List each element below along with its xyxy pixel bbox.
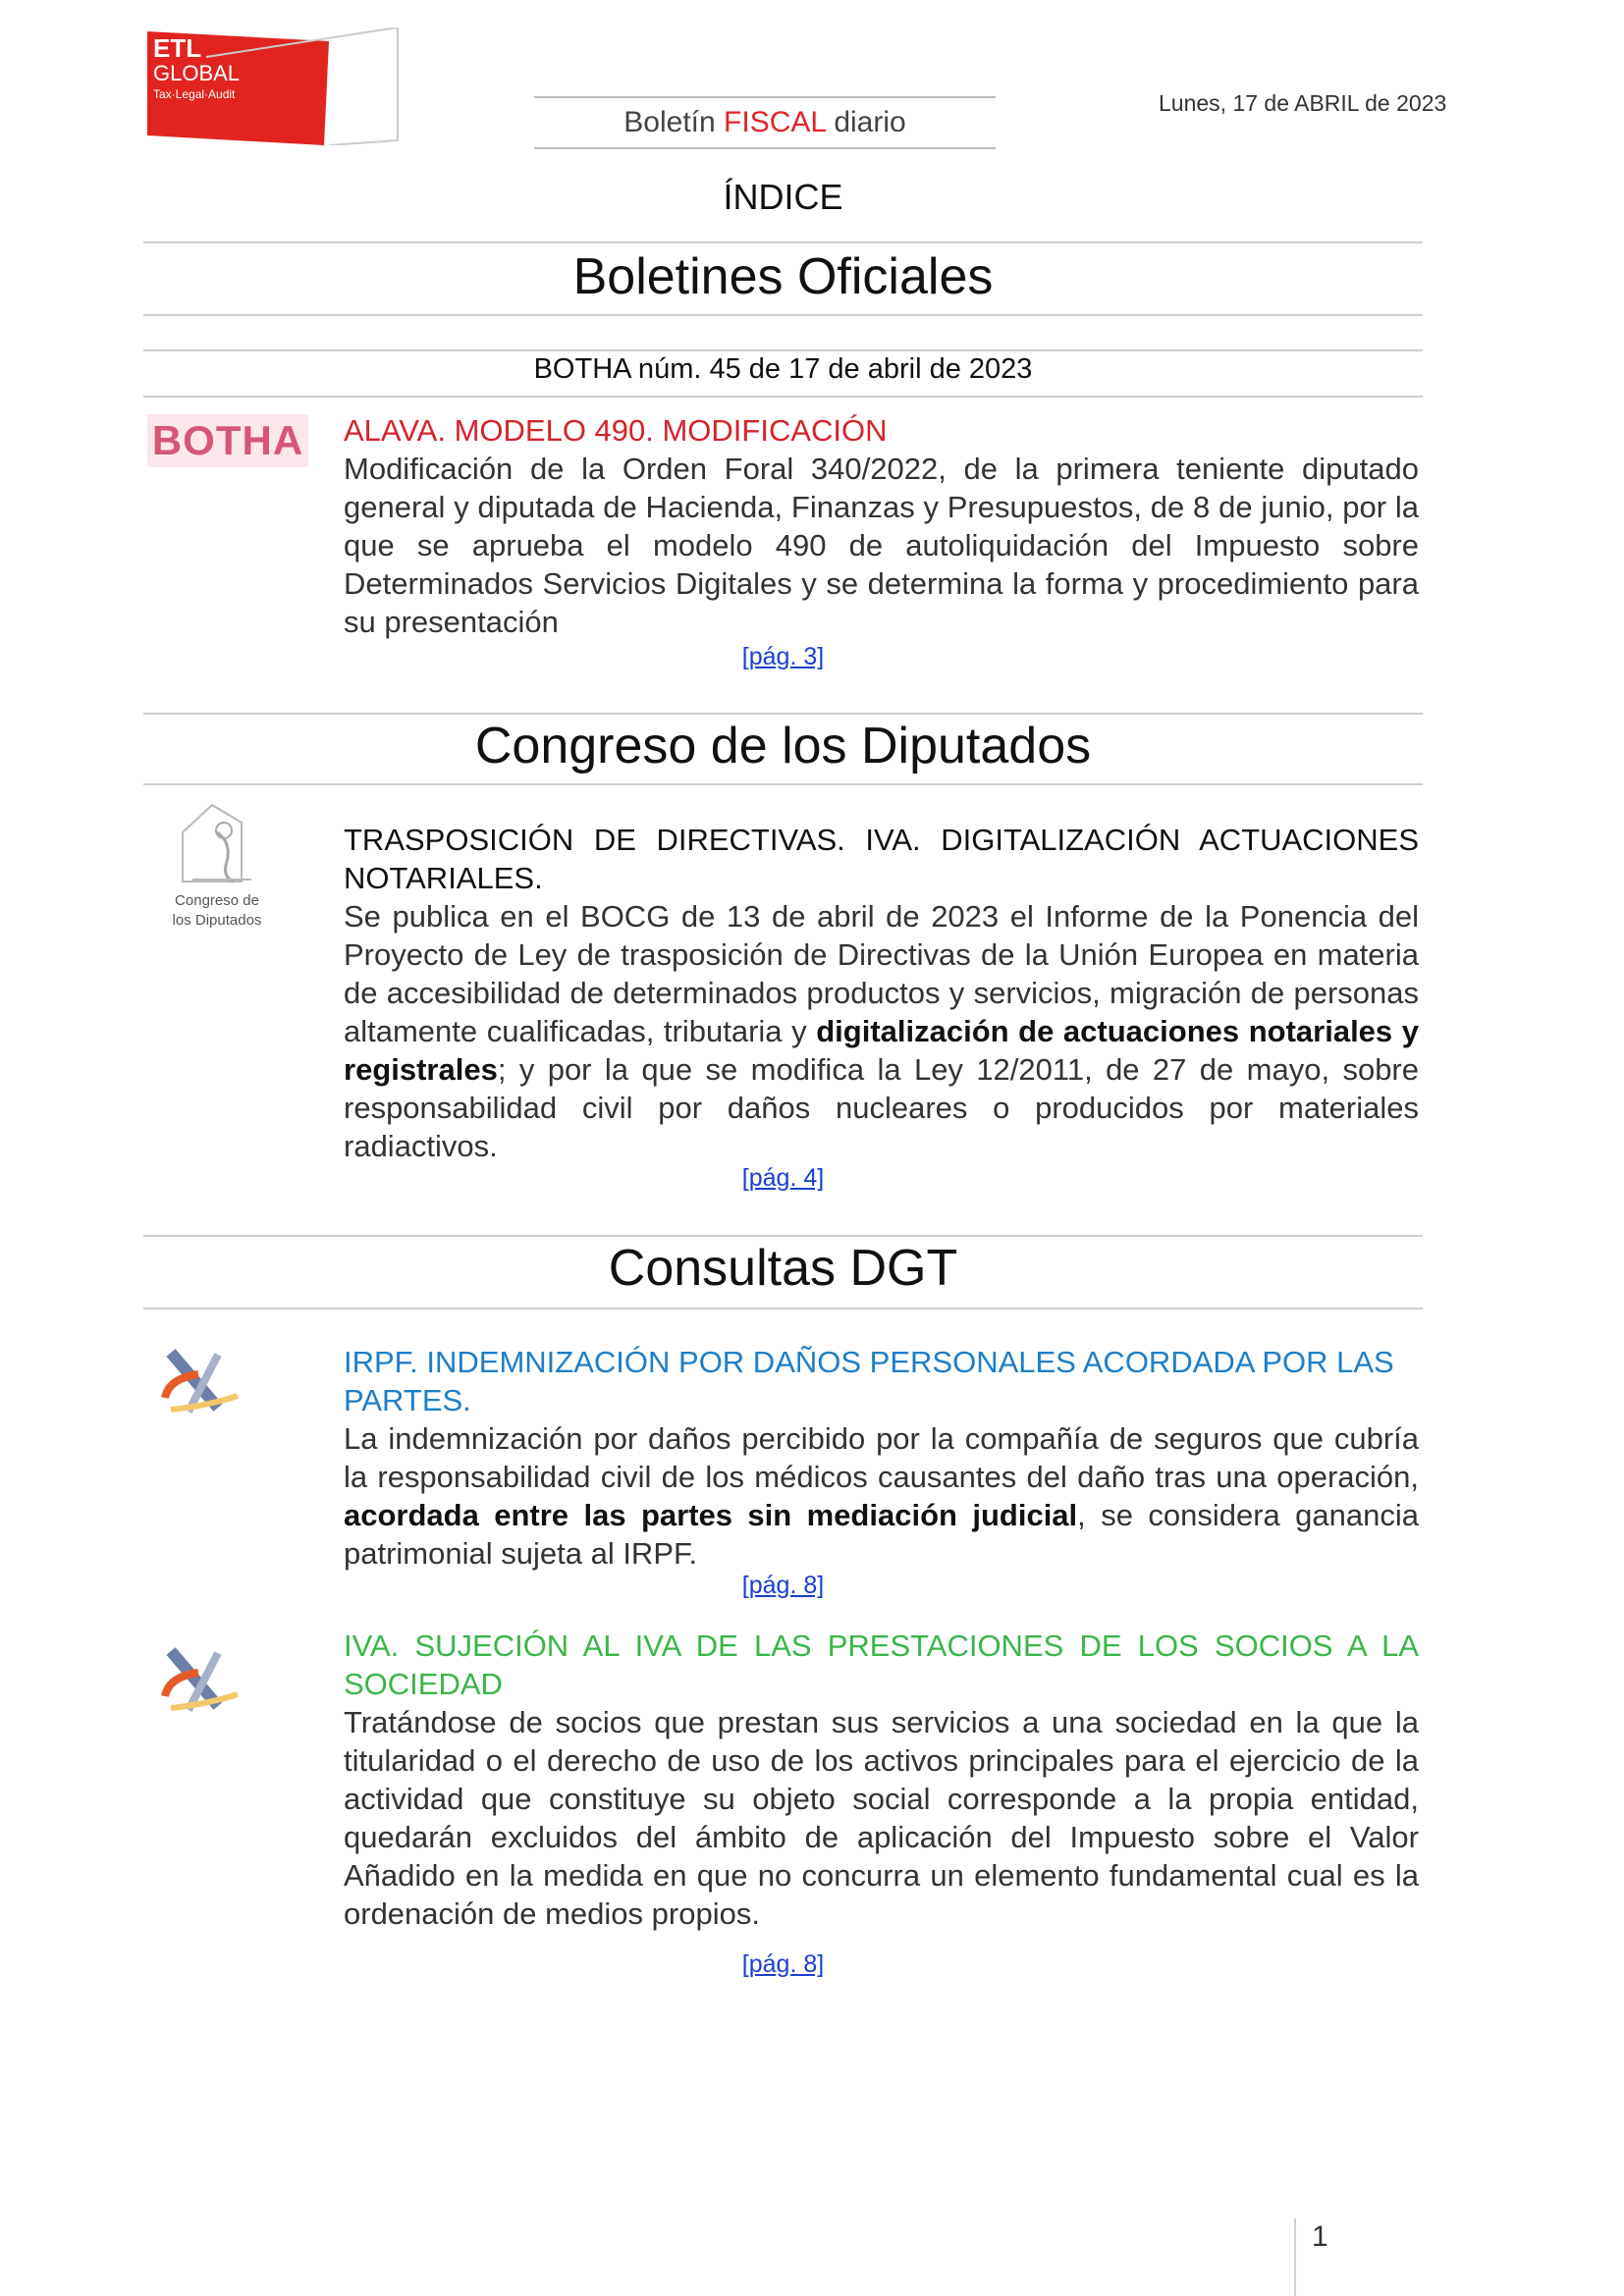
- entry-heading: IVA. SUJECIÓN AL IVA DE LAS PRESTACIONES DE LOS SOCIOS A LA SOCIEDAD: [344, 1629, 1419, 1701]
- entry-heading: TRASPOSICIÓN DE DIRECTIVAS. IVA. DIGITALIZACIÓN ACTUACIONES NOTARIALES.: [344, 823, 1419, 895]
- divider: [143, 1308, 1423, 1309]
- entry-text: La indemnización por daños percibido por la compañía de seguros que cubría la responsabilidad civil de los médicos causantes del daño tras una operación, acordada entre las partes sin mediación judicial, se considera ganancia patrimonial sujeta al IRPF.: [344, 1421, 1420, 1571]
- botha-logo: BOTHA: [147, 414, 308, 467]
- bulletin-title: [534, 96, 996, 149]
- page-link-label[interactable]: [pág. 8]: [741, 1950, 825, 1978]
- section-title-boletines: Boletines Oficiales: [572, 248, 994, 305]
- congreso-emblem-icon: [163, 793, 271, 891]
- page-number: 1: [1312, 2220, 1328, 2253]
- divider: [143, 396, 1423, 398]
- index-title: ÍNDICE: [723, 177, 843, 217]
- entry-heading: ALAVA. MODELO 490. MODIFICACIÓN: [344, 413, 888, 448]
- aeat-logo-icon: [159, 1647, 247, 1716]
- divider: [143, 349, 1423, 351]
- logo-tagline-text: Tax·Legal·Audit: [153, 87, 236, 101]
- section-title-dgt: Consultas DGT: [608, 1240, 958, 1297]
- page-link-label[interactable]: [pág. 4]: [741, 1164, 825, 1192]
- entry-botha: [344, 411, 1419, 641]
- congreso-logo-line2: los Diputados: [172, 912, 262, 929]
- entry-dgt-irpf: [344, 1343, 1419, 1573]
- logo-etl-text: ETL: [153, 33, 202, 63]
- logo-global-text: GLOBAL: [153, 61, 241, 85]
- divider: [143, 783, 1423, 785]
- entry-heading: IRPF. INDEMNIZACIÓN POR DAÑOS PERSONALES ACORDADA POR LAS PARTES.: [344, 1345, 1394, 1417]
- footer-divider: [1294, 2218, 1296, 2296]
- page-link-label[interactable]: [pág. 8]: [741, 1572, 825, 1599]
- congreso-logo-label: [163, 891, 271, 931]
- divider: [143, 241, 1423, 243]
- bulletin-date: Lunes, 17 de ABRIL de 2023: [1159, 90, 1447, 116]
- aeat-logo-icon: [159, 1349, 247, 1417]
- bulletin-suffix: diario: [834, 106, 906, 138]
- divider: [143, 713, 1423, 715]
- congreso-logo: [163, 793, 271, 940]
- page-link[interactable]: [143, 1950, 1423, 1979]
- entry-text: Modificación de la Orden Foral 340/2022, de la primera teniente diputado general y diputada de Hacienda, Finanzas y Presupuestos, de 8 de junio, por la que se aprueba el modelo 490 de autoliquidación del Impuesto sobre Determinados Servicios Digitales y se determina la forma y procedimiento para su presentación: [344, 452, 1419, 639]
- entry-text: Tratándose de socios que prestan sus servicios a una sociedad en la que la titularidad o el derecho de uso de los activos principales para el ejercicio de la actividad que constituye su objeto social corresponde a la propia entidad, quedarán excluidos del ámbito de aplicación del Impuesto sobre el Valor Añadido en la medida en que no concurra un elemento fundamental cual es la ordenación de medios propios.: [344, 1705, 1419, 1931]
- entry-text: Se publica en el BOCG de 13 de abril de 2023 el Informe de la Ponencia del Proyecto de Ley de trasposición de Directivas de la Unión Europea en materia de accesibilidad de determinados productos y servicios, migración de personas altamente cualificadas, tributaria y digitalización de actuaciones notariales y registrales; y por la que se modifica la Ley 12/2011, de 27 de mayo, sobre responsabilidad civil por daños nucleares o producidos por materiales radiactivos.: [344, 899, 1419, 1163]
- page-link[interactable]: [143, 1164, 1423, 1193]
- page-link[interactable]: [143, 643, 1423, 671]
- bulletin-prefix: Boletín: [623, 106, 716, 138]
- botha-issue-title: BOTHA núm. 45 de 17 de abril de 2023: [533, 353, 1033, 385]
- entry-congreso: [344, 821, 1419, 1165]
- page-link[interactable]: [143, 1572, 1423, 1600]
- section-title-congreso: Congreso de los Diputados: [474, 718, 1092, 774]
- entry-dgt-iva: [344, 1627, 1419, 1933]
- bulletin-fiscal: FISCAL: [724, 106, 826, 138]
- congreso-logo-line1: Congreso de: [175, 892, 259, 909]
- divider: [143, 314, 1423, 316]
- etl-global-logo: [147, 27, 403, 145]
- page-link-label[interactable]: [pág. 3]: [741, 643, 825, 670]
- divider: [143, 1235, 1423, 1237]
